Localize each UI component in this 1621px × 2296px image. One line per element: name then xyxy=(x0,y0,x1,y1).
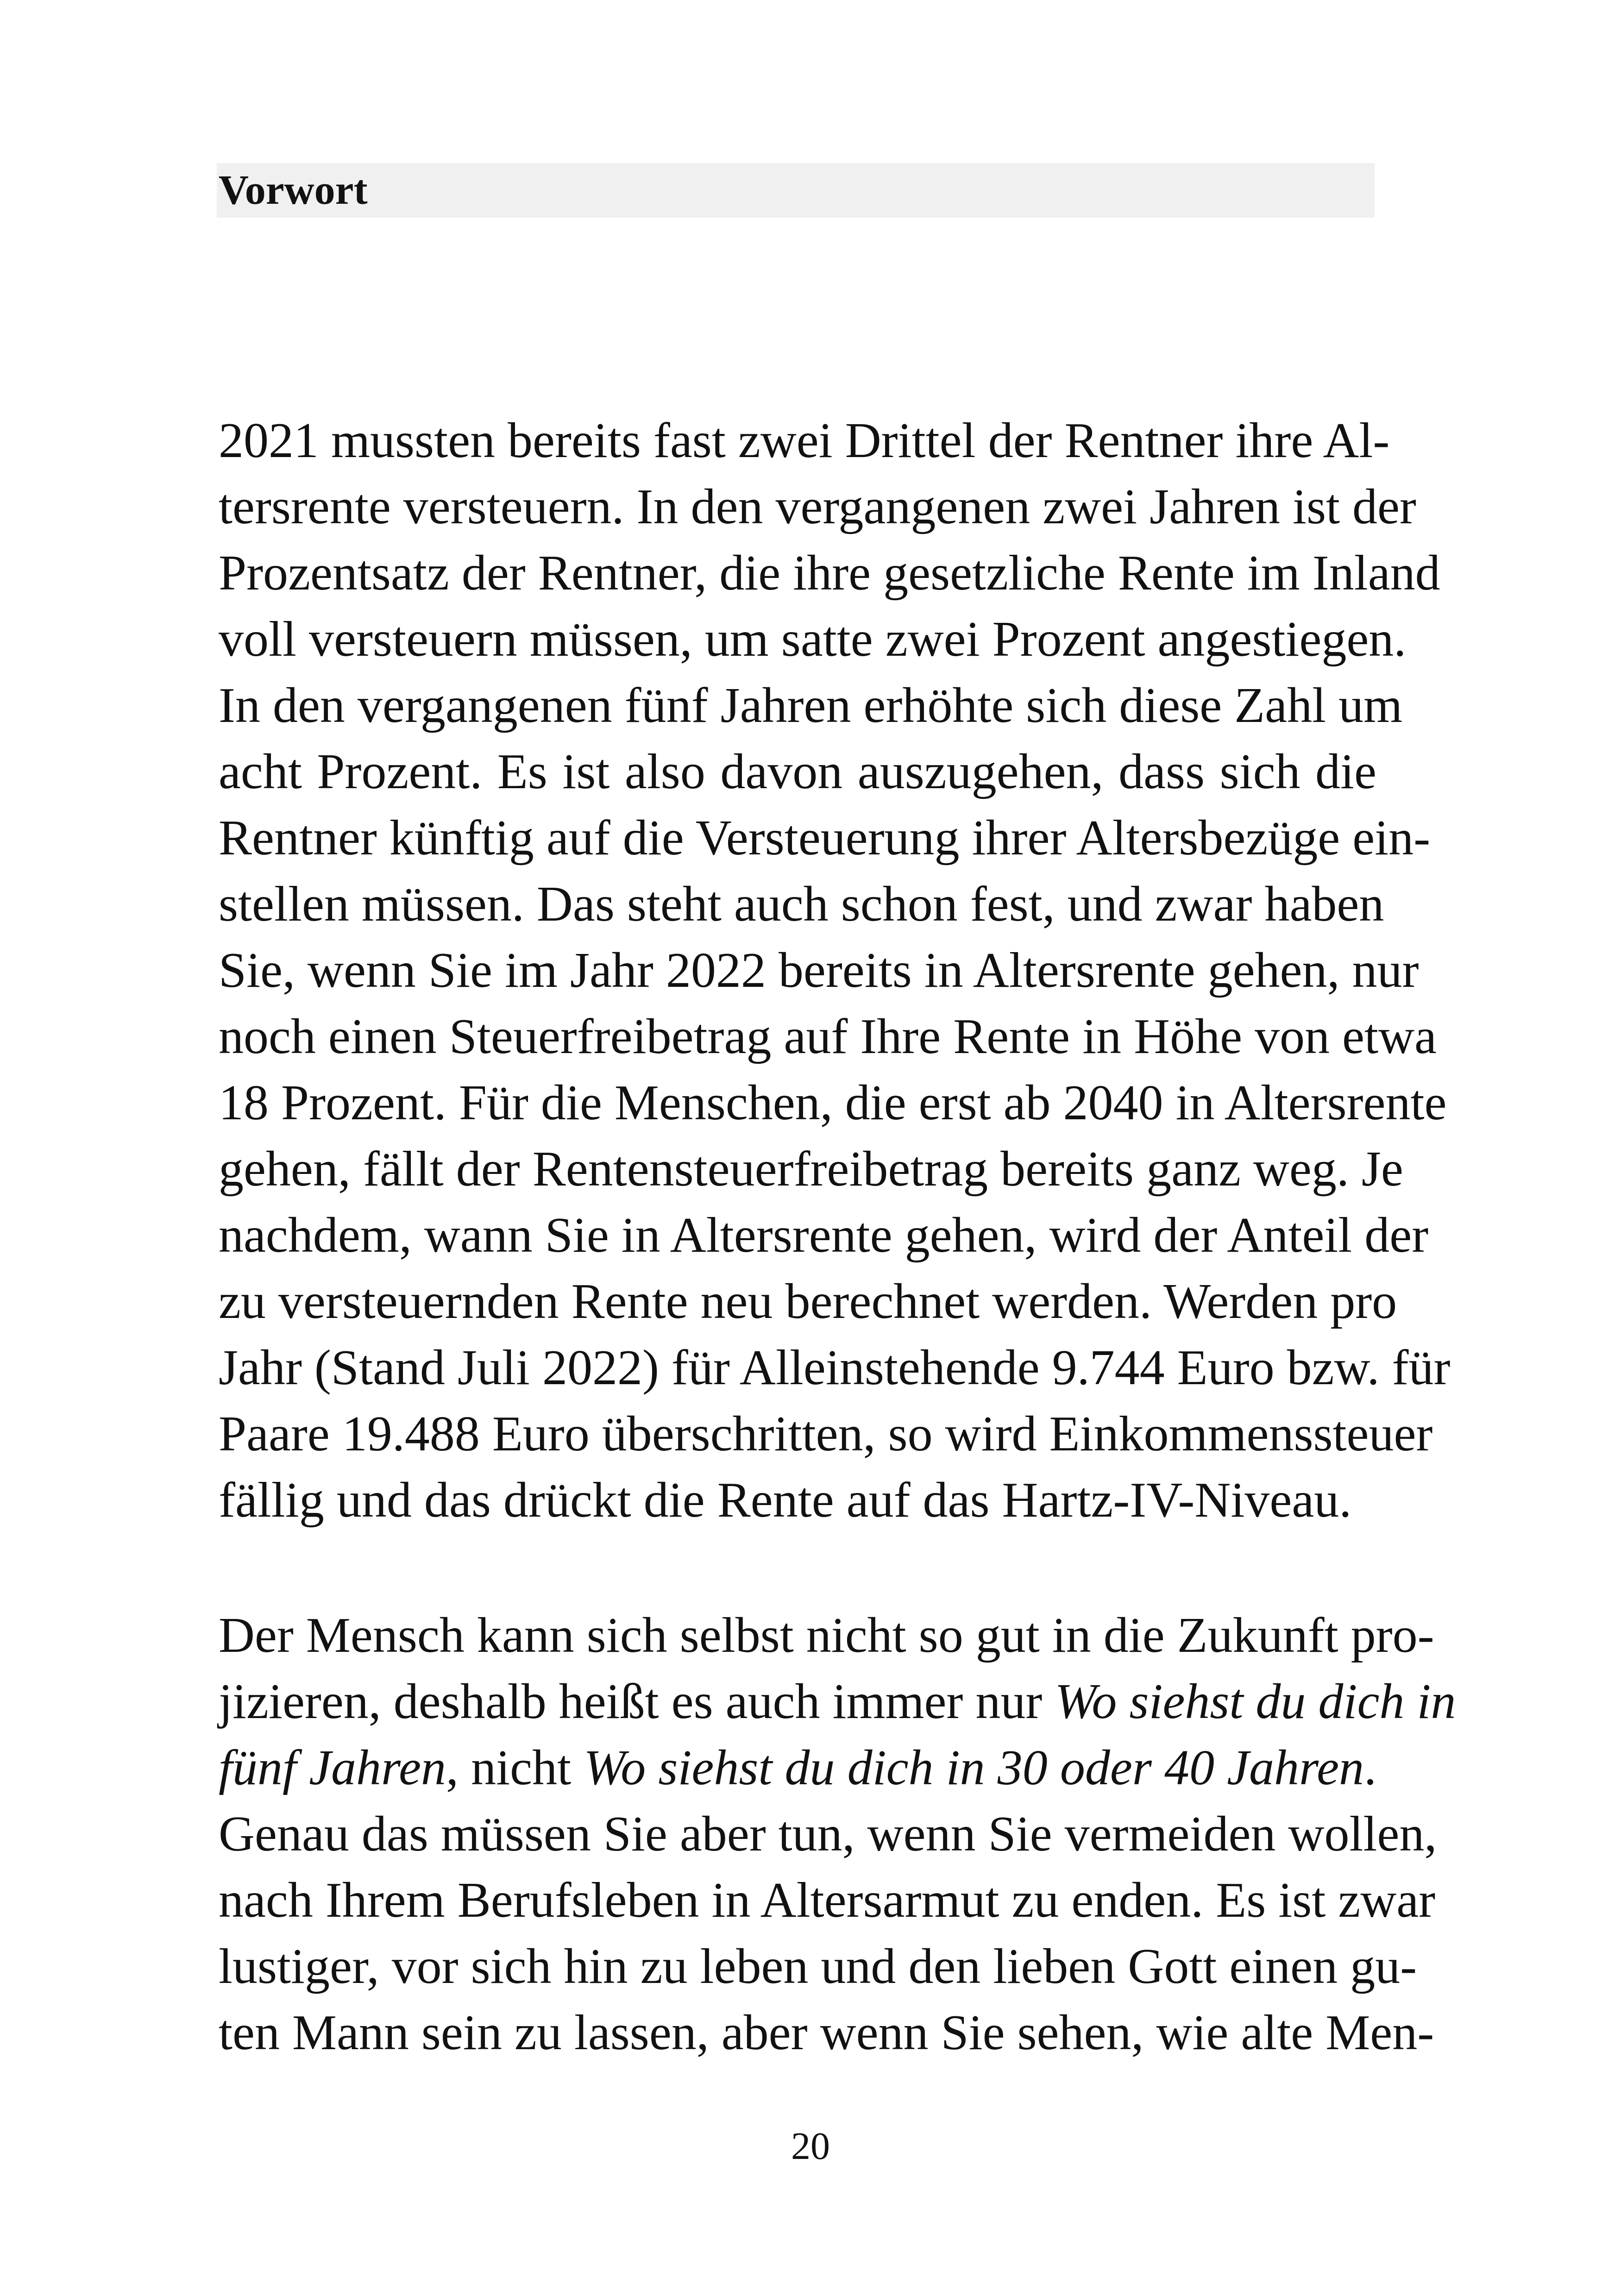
text-run: jizieren, deshalb heißt es auch immer nur xyxy=(219,1674,1055,1729)
text-line: In den vergangenen fünf Jahren erhöhte sich diese Zahl um xyxy=(219,678,1403,733)
text-line xyxy=(219,1669,1456,1735)
text-line: noch einen Steuerfreibetrag auf Ihre Rente in Höhe von etwa xyxy=(219,1009,1437,1064)
text-line: Der Mensch kann sich selbst nicht so gut in die Zukunft pro- xyxy=(219,1608,1434,1663)
text-line: tersrente versteuern. In den vergangenen zwei Jahren ist der xyxy=(219,479,1416,534)
text-line: lustiger, vor sich hin zu leben und den lieben Gott einen gu- xyxy=(219,1939,1417,1994)
text-line: zu versteuernden Rente neu berechnet werden. Werden pro xyxy=(219,1274,1397,1329)
text-line: stellen müssen. Das steht auch schon fest, und zwar haben xyxy=(219,877,1384,932)
text-line: nachdem, wann Sie in Altersrente gehen, wird der Anteil der xyxy=(219,1208,1429,1263)
italic-quote: Wo siehst du dich in 30 oder 40 Jahren xyxy=(584,1740,1364,1795)
text-line: gehen, fällt der Rentensteuerfreibetrag bereits ganz weg. Je xyxy=(219,1142,1403,1197)
text-line: fällig und das drückt die Rente auf das Hartz-IV-Niveau. xyxy=(219,1473,1352,1528)
text-line: Paare 19.488 Euro überschritten, so wird Einkommenssteuer xyxy=(219,1406,1433,1462)
paragraph-1 xyxy=(219,408,1451,1533)
text-line: 18 Prozent. Für die Menschen, die erst ab 2040 in Altersrente xyxy=(219,1075,1447,1130)
italic-quote: Wo siehst du dich in xyxy=(1055,1674,1456,1729)
text-line: acht Prozent. Es ist also davon auszugehen, dass sich die xyxy=(219,744,1376,799)
text-line: Prozentsatz der Rentner, die ihre gesetzliche Rente im Inland xyxy=(219,546,1440,601)
text-line: ten Mann sein zu lassen, aber wenn Sie sehen, wie alte Men- xyxy=(219,2005,1434,2060)
section-heading: Vorwort xyxy=(219,167,368,213)
text-line: Genau das müssen Sie aber tun, wenn Sie vermeiden wollen, xyxy=(219,1807,1437,1862)
text-line: voll versteuern müssen, um satte zwei Prozent angestiegen. xyxy=(219,612,1407,667)
text-line xyxy=(219,1735,1376,1801)
italic-quote: fünf Jahren xyxy=(219,1740,446,1795)
text-run: , nicht xyxy=(446,1740,584,1795)
page-number: 20 xyxy=(791,2125,830,2168)
heading-background xyxy=(217,163,1375,218)
text-line: 2021 mussten bereits fast zwei Drittel der Rentner ihre Al- xyxy=(219,413,1390,468)
text-line: Sie, wenn Sie im Jahr 2022 bereits in Altersrente gehen, nur xyxy=(219,943,1419,998)
text-line: Jahr (Stand Juli 2022) für Alleinstehende 9.744 Euro bzw. für xyxy=(219,1340,1451,1395)
text-line: Rentner künftig auf die Versteuerung ihrer Altersbezüge ein- xyxy=(219,810,1431,866)
text-run: . xyxy=(1364,1740,1377,1795)
paragraph-2 xyxy=(219,1602,1456,2066)
text-line: nach Ihrem Berufsleben in Altersarmut zu enden. Es ist zwar xyxy=(219,1873,1436,1928)
